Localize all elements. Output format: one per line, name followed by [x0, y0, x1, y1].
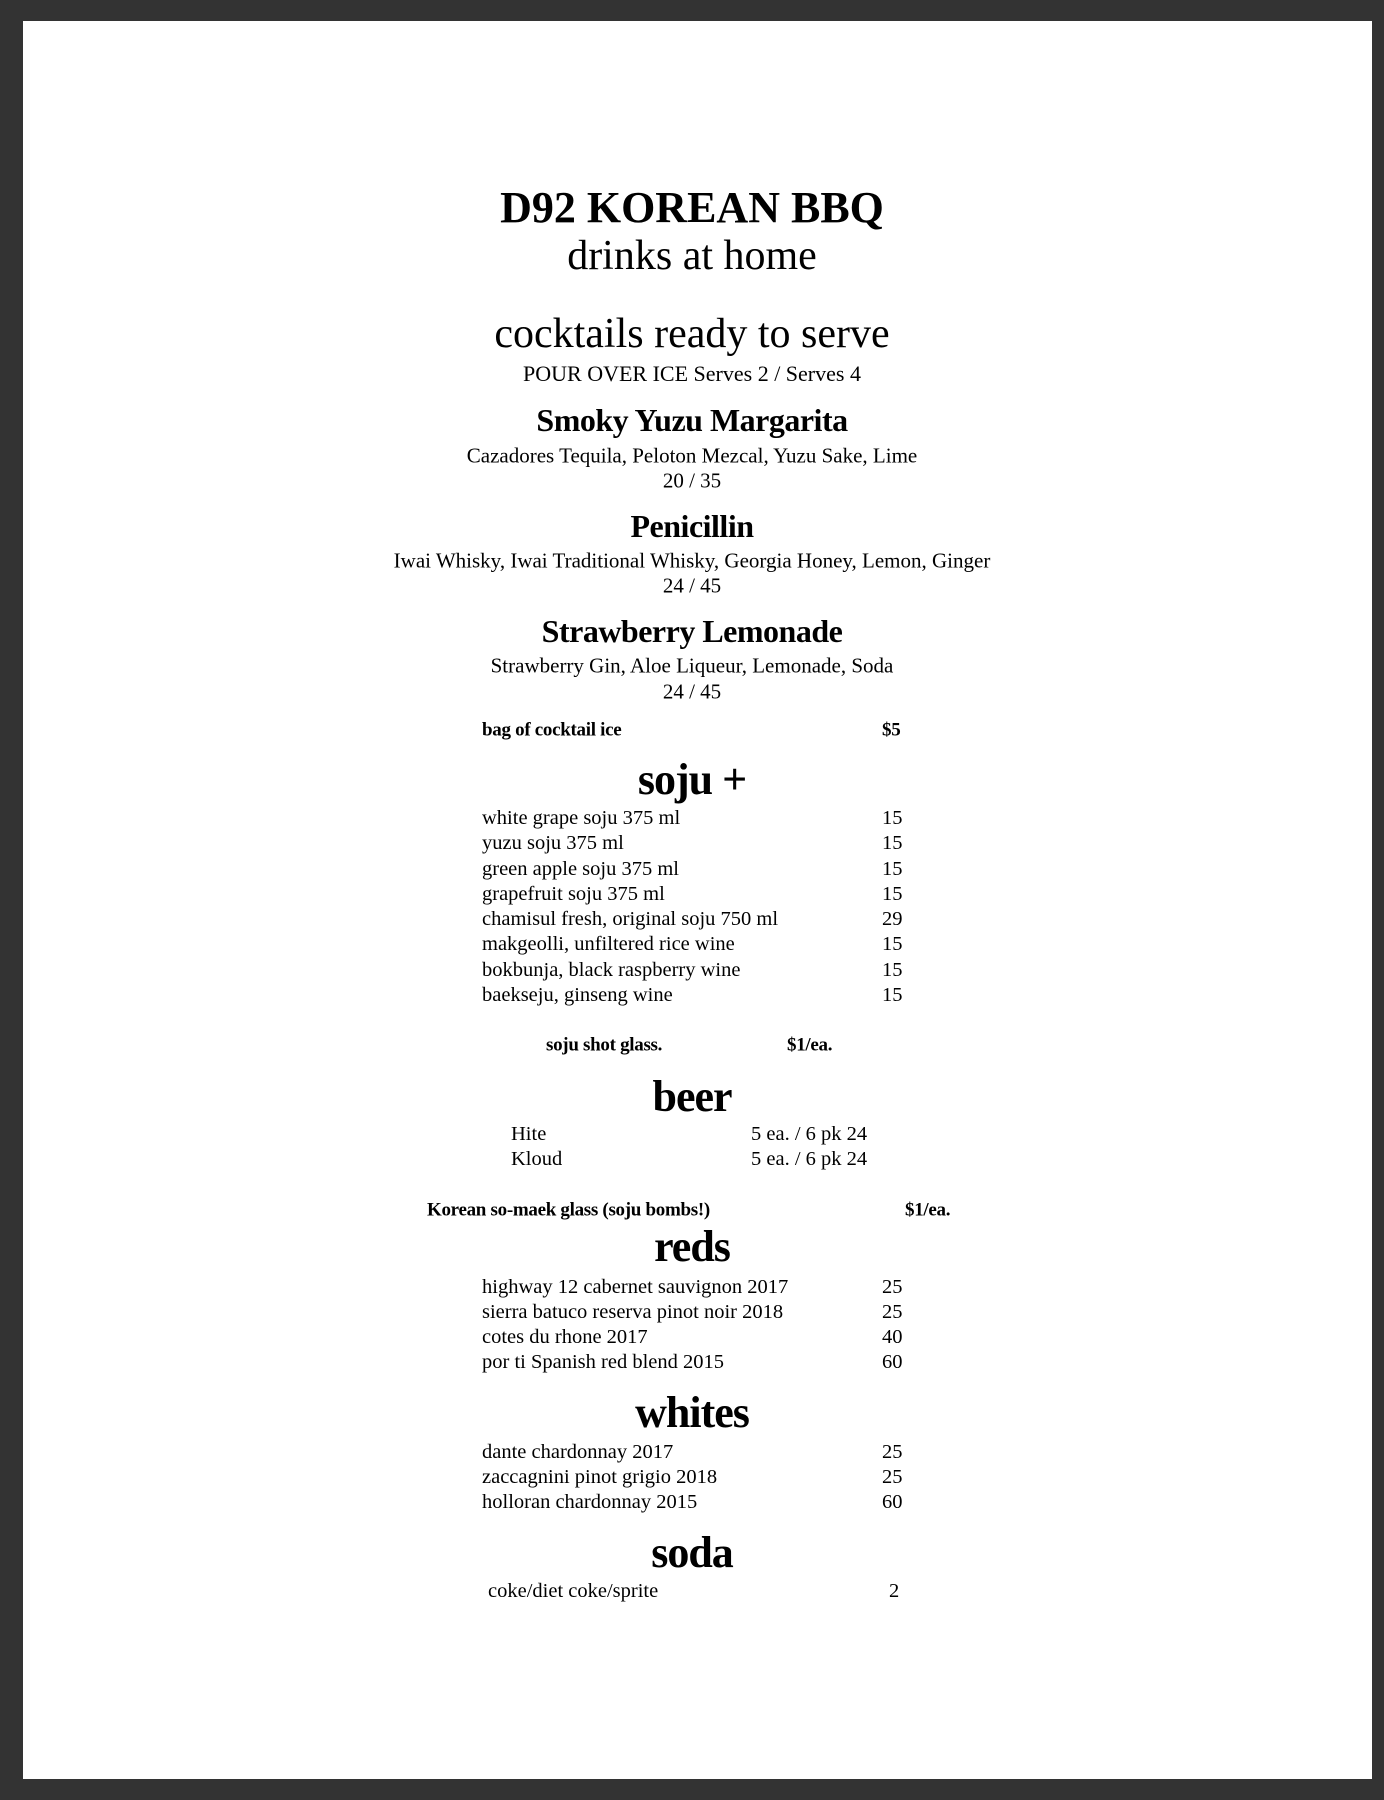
cocktail-ingredients: Iwai Whisky, Iwai Traditional Whisky, Georgia Honey, Lemon, Ginger	[393, 548, 991, 573]
menu-item-name: white grape soju 375 ml	[482, 806, 681, 829]
menu-item-price: 25	[882, 1300, 903, 1323]
menu-item-price: 60	[882, 1350, 903, 1373]
menu-item-name: yuzu soju 375 ml	[482, 831, 624, 854]
menu-item-price: 5 ea. / 6 pk 24	[751, 1122, 868, 1145]
menu-item-name: zaccagnini pinot grigio 2018	[482, 1465, 718, 1488]
menu-item-price: 15	[882, 831, 903, 854]
cocktail-price: 24 / 45	[662, 573, 722, 598]
menu-item-name: coke/diet coke/sprite	[488, 1579, 659, 1602]
menu-item-name: makgeolli, unfiltered rice wine	[482, 932, 735, 955]
menu-item-price: 2	[889, 1579, 900, 1602]
menu-item-name: por ti Spanish red blend 2015	[482, 1350, 724, 1373]
cocktail-name: Penicillin	[630, 508, 754, 544]
menu-item-name: holloran chardonnay 2015	[482, 1490, 698, 1513]
menu-item-price: 60	[882, 1490, 903, 1513]
menu-page	[23, 21, 1372, 1779]
beer-heading: beer	[652, 1072, 732, 1121]
ice-label: bag of cocktail ice	[482, 719, 622, 741]
cocktail-name: Strawberry Lemonade	[541, 613, 843, 649]
soju-heading: soju +	[637, 755, 747, 804]
cocktail-name: Smoky Yuzu Margarita	[536, 402, 848, 438]
menu-item-price: 15	[882, 882, 903, 905]
menu-item-price: 25	[882, 1440, 903, 1463]
menu-item-price: 5 ea. / 6 pk 24	[751, 1147, 868, 1170]
menu-item-name: bokbunja, black raspberry wine	[482, 958, 741, 981]
cocktail-price: 24 / 45	[662, 679, 722, 704]
menu-item-name: Hite	[511, 1122, 547, 1145]
menu-item-name: baekseju, ginseng wine	[482, 983, 673, 1006]
cocktail-price: 20 / 35	[662, 468, 722, 493]
menu-item-name: green apple soju 375 ml	[482, 857, 679, 880]
menu-item-name: cotes du rhone 2017	[482, 1325, 648, 1348]
ice-price: $5	[882, 719, 901, 741]
menu-item-price: 25	[882, 1275, 903, 1298]
menu-item-price: 15	[882, 857, 903, 880]
menu-item-price: 15	[882, 983, 903, 1006]
shot-glass-price: $1/ea.	[787, 1034, 833, 1056]
cocktail-ingredients: Cazadores Tequila, Peloton Mezcal, Yuzu Sake, Lime	[466, 443, 918, 468]
cocktails-note: POUR OVER ICE Serves 2 / Serves 4	[523, 361, 861, 386]
menu-item-name: highway 12 cabernet sauvignon 2017	[482, 1275, 789, 1298]
shot-glass-label: soju shot glass.	[546, 1034, 663, 1056]
menu-item-price: 29	[882, 907, 903, 930]
somaek-glass-label: Korean so-maek glass (soju bombs!)	[427, 1199, 710, 1221]
menu-item-name: Kloud	[511, 1147, 563, 1170]
menu-item-price: 15	[882, 932, 903, 955]
menu-item-name: sierra batuco reserva pinot noir 2018	[482, 1300, 784, 1323]
menu-item-price: 40	[882, 1325, 903, 1348]
cocktails-heading: cocktails ready to serve	[494, 311, 890, 357]
whites-heading: whites	[635, 1388, 749, 1437]
soda-heading: soda	[651, 1528, 733, 1577]
menu-subtitle: drinks at home	[567, 233, 817, 279]
somaek-glass-price: $1/ea.	[905, 1199, 951, 1221]
reds-heading: reds	[654, 1222, 730, 1271]
menu-item-price: 15	[882, 958, 903, 981]
menu-item-name: chamisul fresh, original soju 750 ml	[482, 907, 779, 930]
cocktail-ingredients: Strawberry Gin, Aloe Liqueur, Lemonade, Soda	[490, 653, 894, 678]
menu-item-price: 15	[882, 806, 903, 829]
restaurant-title: D92 KOREAN BBQ	[500, 183, 884, 232]
menu-item-price: 25	[882, 1465, 903, 1488]
menu-item-name: grapefruit soju 375 ml	[482, 882, 665, 905]
menu-item-name: dante chardonnay 2017	[482, 1440, 674, 1463]
